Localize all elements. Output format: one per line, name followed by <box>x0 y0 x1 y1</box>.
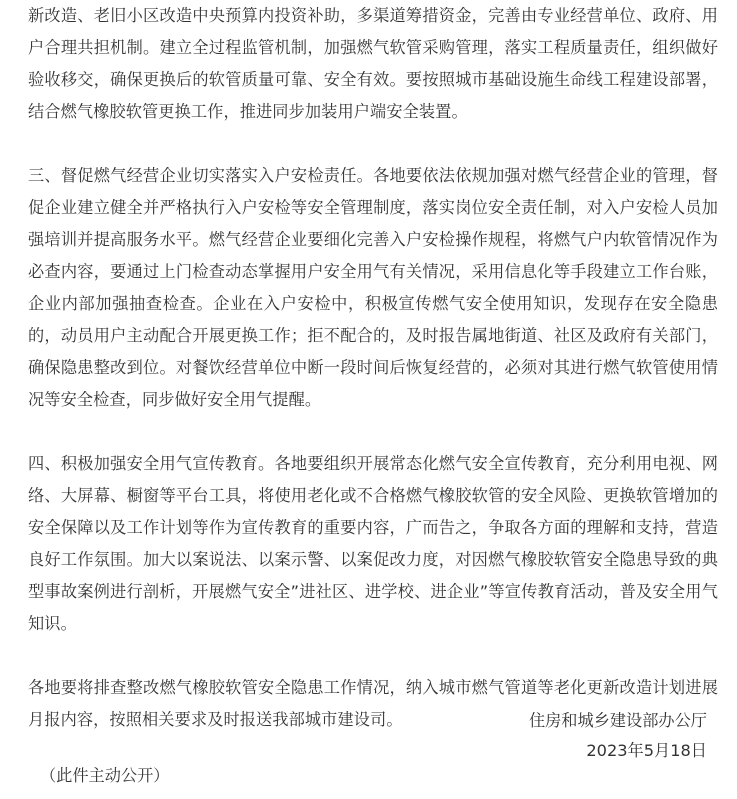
paragraph-closing: 各地要将排查整改燃气橡胶软管安全隐患工作情况，纳入城市燃气管道等老化更新改造计划进展月报内容，按照相关要求及时报送我部城市建设司。 <box>28 678 718 729</box>
document-body <box>28 0 718 736</box>
signature-date: 2023年5月18日 <box>586 741 707 760</box>
paragraph-gap <box>28 416 718 448</box>
paragraph-continuation: 新改造、老旧小区改造中央预算内投资补助，多渠道筹措资金，完善由专业经营单位、政府、用户合理共担机制。建立全过程监管机制，加强燃气软管采购管理，落实工程质量责任，组织做好验收移交，确保更换后的软管质量可靠、安全有效。要按照城市基础设施生命线工程建设部署，结合燃气橡胶软管更换工作，推进同步加装用户端安全装置。 <box>28 6 718 121</box>
signature-organization: 住房和城乡建设部办公厅 <box>528 711 707 730</box>
paragraph-gap <box>28 128 718 160</box>
paragraph-section-three: 三、督促燃气经营企业切实落实入户安检责任。各地要依法依规加强对燃气经营企业的管理，督促企业建立健全并严格执行入户安检等安全管理制度，落实岗位安全责任制，对入户安检人员加强培训并提高服务水平。燃气经营企业要细化完善入户安检操作规程，将燃气户内软管情况作为必查内容，要通过上门检查动态掌握用户安全用气有关情况，采用信息化等手段建立工作台账，企业内部加强抽查检查。企业在入户安检中，积极宣传燃气安全使用知识，发现存在安全隐患的，动员用户主动配合开展更换工作；拒不配合的，及时报告属地街道、社区及政府有关部门，确保隐患整改到位。对餐饮经营单位中断一段时间后恢复经营的，必须对其进行燃气软管使用情况等安全检查，同步做好安全用气提醒。 <box>28 166 718 409</box>
paragraph-section-four: 四、积极加强安全用气宣传教育。各地要组织开展常态化燃气安全宣传教育，充分利用电视、网络、大屏幕、橱窗等平台工具，将使用老化或不合格燃气橡胶软管的安全风险、更换软管增加的安全保障以及工作计划等作为宣传教育的重要内容，广而告之，争取各方面的理解和支持，营造良好工作氛围。加大以案说法、以案示警、以案促改力度，对因燃气橡胶软管安全隐患导致的典型事故案例进行剖析，开展燃气安全”进社区、进学校、进企业”等宣传教育活动，普及安全用气知识。 <box>28 454 718 633</box>
public-disclosure-note: （此件主动公开） <box>40 766 170 785</box>
paragraph-gap <box>28 640 718 672</box>
